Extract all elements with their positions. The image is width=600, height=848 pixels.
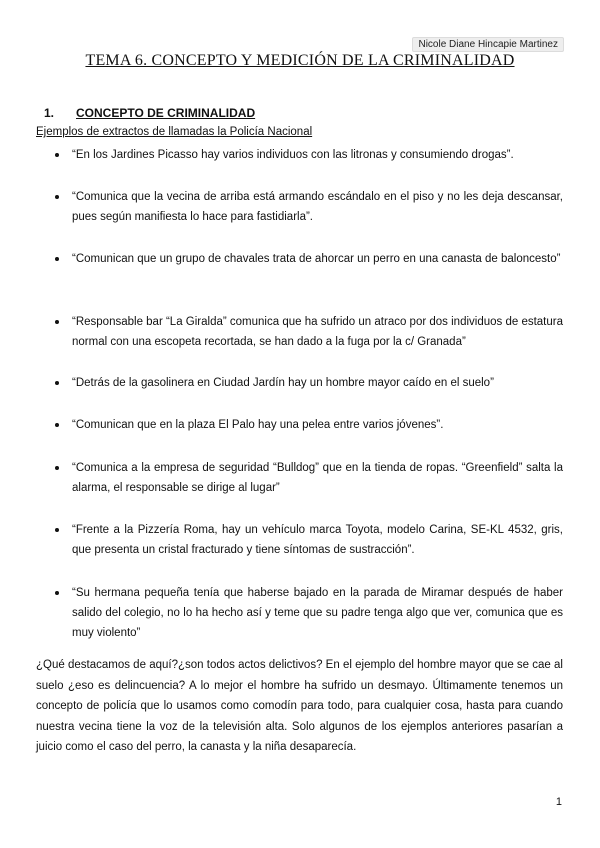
list-item-text: “Comunican que en la plaza El Palo hay una pelea entre varios jóvenes”.: [72, 419, 444, 431]
page-number: 1: [555, 796, 562, 808]
body-paragraph: ¿Qué destacamos de aquí?¿son todos actos delictivos? En el ejemplo del hombre mayor que se cae al suelo ¿eso es delincuencia? A lo mejor el hombre ha sufrido un desmayo. Últimamente tenemos un concepto de policía que lo usamos como comodín para todo, para cualquier cosa, hasta para cuando nuestra vecina tiene la voz de la televisión alta. Solo algunos de los ejemplos anteriores pasarían a juicio como el caso del perro, la canasta y la niña desaparecía.: [36, 659, 563, 753]
list-item-text: “Comunica a la empresa de seguridad “Bulldog” que en la tienda de ropas. “Greenfield” salta la alarma, el responsable se dirige al lugar”: [72, 462, 563, 494]
list-item-text: “Comunica que la vecina de arriba está armando escándalo en el piso y no les deja descansar, pues según manifiesta lo hace para fastidiarla”.: [72, 191, 563, 223]
list-item: [72, 458, 563, 498]
bullet-icon: [55, 466, 59, 470]
bullet-icon: [55, 153, 59, 157]
list-item: [72, 373, 563, 393]
section-heading-label: CONCEPTO DE CRIMINALIDAD: [76, 106, 256, 120]
bullet-icon: [55, 195, 59, 199]
list-item: [72, 145, 563, 165]
bullet-icon: [55, 257, 59, 261]
author-tag: Nicole Diane Hincapie Martinez: [412, 37, 564, 52]
list-item-text: “Responsable bar “La Giralda” comunica que ha sufrido un atraco por dos individuos de estatura normal con una escopeta recortada, se han dado a la fuga por la c/ Granada”: [72, 316, 563, 348]
list-item: [72, 520, 563, 560]
list-item: [72, 583, 563, 643]
page-title: TEMA 6. CONCEPTO Y MEDICIÓN DE LA CRIMINALIDAD: [85, 52, 515, 69]
section-number: 1.: [44, 106, 55, 120]
bullet-icon: [55, 381, 59, 385]
list-item-text: “Frente a la Pizzería Roma, hay un vehículo marca Toyota, modelo Carina, SE-KL 4532, gris, que presenta un cristal fracturado y tiene síntomas de sustracción”.: [72, 524, 563, 556]
section-heading: [36, 106, 255, 120]
list-item: [72, 249, 563, 269]
bullet-icon: [55, 528, 59, 532]
examples-subheading: Ejemplos de extractos de llamadas la Policía Nacional: [36, 126, 313, 138]
list-item-text: “Su hermana pequeña tenía que haberse bajado en la parada de Miramar después de haber salido del colegio, no lo ha hecho así y teme que su padre tenga algo que ver, comunica que es muy violento”: [72, 587, 563, 639]
bullet-icon: [55, 320, 59, 324]
list-item-text: “Detrás de la gasolinera en Ciudad Jardín hay un hombre mayor caído en el suelo”: [72, 377, 494, 389]
bullet-icon: [55, 591, 59, 595]
list-item-text: “En los Jardines Picasso hay varios individuos con las litronas y consumiendo drogas”.: [72, 149, 514, 161]
list-item: [72, 415, 563, 435]
list-item-text: “Comunican que un grupo de chavales trata de ahorcar un perro en una canasta de baloncesto”: [72, 253, 561, 265]
list-item: [72, 312, 563, 352]
bullet-icon: [55, 423, 59, 427]
list-item: [72, 187, 563, 227]
